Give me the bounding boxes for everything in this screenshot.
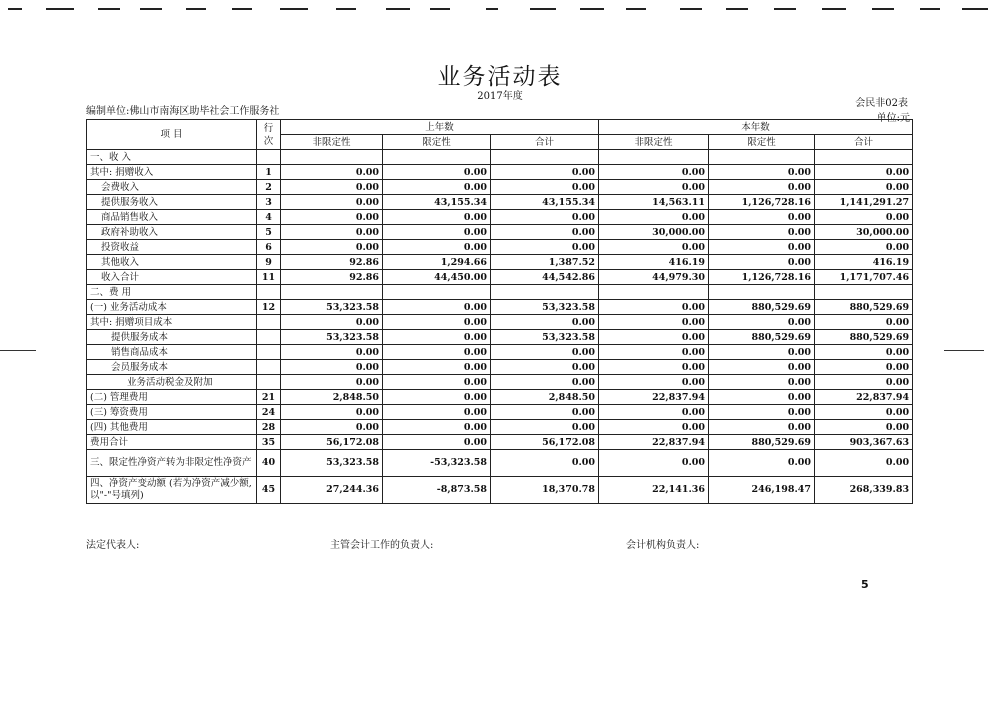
value-cell: 22,837.94 — [599, 435, 709, 450]
value-cell: 0.00 — [383, 330, 491, 345]
value-cell: 22,837.94 — [815, 390, 913, 405]
value-cell: 0.00 — [709, 450, 815, 477]
row-label: 其他收入 — [87, 255, 257, 270]
value-cell: 0.00 — [815, 180, 913, 195]
value-cell: 0.00 — [281, 210, 383, 225]
row-label: 商品销售收入 — [87, 210, 257, 225]
value-cell: 0.00 — [281, 345, 383, 360]
header-curr-total: 合计 — [815, 135, 913, 150]
value-cell: 0.00 — [709, 180, 815, 195]
value-cell: 22,837.94 — [599, 390, 709, 405]
value-cell: 0.00 — [709, 225, 815, 240]
value-cell: 0.00 — [599, 450, 709, 477]
header-curr-year: 本年数 — [599, 120, 913, 135]
value-cell: 0.00 — [281, 405, 383, 420]
value-cell: 0.00 — [383, 225, 491, 240]
row-label: (四) 其他费用 — [87, 420, 257, 435]
value-cell: 0.00 — [281, 225, 383, 240]
value-cell — [709, 150, 815, 165]
value-cell: 0.00 — [491, 375, 599, 390]
accounting-dept-label: 会计机构负责人: — [626, 540, 700, 551]
value-cell: 880,529.69 — [709, 435, 815, 450]
value-cell: 0.00 — [491, 240, 599, 255]
value-cell: 18,370.78 — [491, 477, 599, 504]
header-row-no: 行次 — [257, 120, 281, 150]
row-number: 45 — [257, 477, 281, 504]
table-row — [87, 435, 913, 450]
value-cell: 0.00 — [383, 420, 491, 435]
header-item: 项 目 — [87, 120, 257, 150]
table-row — [87, 450, 913, 477]
value-cell: 0.00 — [815, 450, 913, 477]
value-cell: 0.00 — [383, 360, 491, 375]
row-number: 1 — [257, 165, 281, 180]
value-cell: 416.19 — [599, 255, 709, 270]
row-number: 24 — [257, 405, 281, 420]
row-number — [257, 345, 281, 360]
value-cell: 0.00 — [491, 405, 599, 420]
value-cell: 0.00 — [815, 210, 913, 225]
value-cell: 0.00 — [491, 450, 599, 477]
header-prev-restricted: 限定性 — [383, 135, 491, 150]
value-cell: 53,323.58 — [281, 450, 383, 477]
value-cell: 0.00 — [383, 315, 491, 330]
row-number — [257, 315, 281, 330]
table-row — [87, 150, 913, 165]
value-cell: 0.00 — [491, 360, 599, 375]
scan-mark-right — [944, 350, 984, 351]
value-cell: 0.00 — [491, 420, 599, 435]
value-cell: 0.00 — [815, 420, 913, 435]
value-cell: 0.00 — [599, 360, 709, 375]
value-cell: 1,171,707.46 — [815, 270, 913, 285]
value-cell: 0.00 — [383, 435, 491, 450]
value-cell — [815, 285, 913, 300]
value-cell: 0.00 — [599, 300, 709, 315]
value-cell: 44,450.00 — [383, 270, 491, 285]
value-cell: 0.00 — [599, 210, 709, 225]
value-cell: 0.00 — [491, 165, 599, 180]
row-number: 4 — [257, 210, 281, 225]
value-cell: 0.00 — [599, 180, 709, 195]
row-label: 会员服务成本 — [87, 360, 257, 375]
value-cell: 22,141.36 — [599, 477, 709, 504]
value-cell: 880,529.69 — [815, 300, 913, 315]
value-cell: 0.00 — [709, 345, 815, 360]
value-cell: 0.00 — [709, 255, 815, 270]
row-label: 二、费 用 — [87, 285, 257, 300]
row-label: 提供服务成本 — [87, 330, 257, 345]
row-number: 28 — [257, 420, 281, 435]
row-number — [257, 330, 281, 345]
row-number — [257, 285, 281, 300]
value-cell: 0.00 — [599, 345, 709, 360]
row-label: 其中: 捐赠收入 — [87, 165, 257, 180]
table-row — [87, 300, 913, 315]
value-cell — [491, 285, 599, 300]
table-row — [87, 390, 913, 405]
row-label: 政府补助收入 — [87, 225, 257, 240]
value-cell: 0.00 — [281, 180, 383, 195]
table-row — [87, 165, 913, 180]
value-cell: 1,126,728.16 — [709, 195, 815, 210]
table-row — [87, 270, 913, 285]
table-row — [87, 210, 913, 225]
value-cell: 246,198.47 — [709, 477, 815, 504]
value-cell: 0.00 — [709, 360, 815, 375]
value-cell: 0.00 — [815, 240, 913, 255]
value-cell: 903,367.63 — [815, 435, 913, 450]
value-cell — [491, 150, 599, 165]
value-cell: 416.19 — [815, 255, 913, 270]
value-cell: 0.00 — [281, 315, 383, 330]
table-row — [87, 285, 913, 300]
value-cell: 0.00 — [815, 405, 913, 420]
value-cell: 1,126,728.16 — [709, 270, 815, 285]
value-cell: 44,542.86 — [491, 270, 599, 285]
value-cell: 27,244.36 — [281, 477, 383, 504]
report-title: 业务活动表 — [437, 64, 563, 90]
value-cell: 0.00 — [281, 240, 383, 255]
value-cell: 0.00 — [383, 390, 491, 405]
value-cell: 53,323.58 — [491, 300, 599, 315]
value-cell: -8,873.58 — [383, 477, 491, 504]
value-cell: 0.00 — [709, 210, 815, 225]
row-number: 35 — [257, 435, 281, 450]
value-cell: 0.00 — [383, 405, 491, 420]
row-number: 12 — [257, 300, 281, 315]
row-label: 收入合计 — [87, 270, 257, 285]
row-number: 6 — [257, 240, 281, 255]
value-cell: 0.00 — [383, 165, 491, 180]
value-cell: 30,000.00 — [599, 225, 709, 240]
row-label: 提供服务收入 — [87, 195, 257, 210]
table-row — [87, 345, 913, 360]
value-cell: 44,979.30 — [599, 270, 709, 285]
value-cell: 0.00 — [491, 315, 599, 330]
value-cell: 880,529.69 — [709, 300, 815, 315]
table-row — [87, 315, 913, 330]
organization-name: 编制单位:佛山市南海区助毕社会工作服务社 — [86, 106, 280, 117]
value-cell: 0.00 — [281, 360, 383, 375]
table-row — [87, 225, 913, 240]
value-cell — [599, 285, 709, 300]
table-row — [87, 405, 913, 420]
table-row — [87, 240, 913, 255]
row-number: 9 — [257, 255, 281, 270]
page-number: 5 — [861, 578, 869, 591]
value-cell: 0.00 — [815, 165, 913, 180]
value-cell — [815, 150, 913, 165]
row-label: 一、收 入 — [87, 150, 257, 165]
form-number: 会民非02表 — [855, 98, 908, 109]
value-cell: 0.00 — [383, 300, 491, 315]
value-cell: 1,387.52 — [491, 255, 599, 270]
value-cell: 0.00 — [599, 420, 709, 435]
value-cell: 0.00 — [709, 240, 815, 255]
row-label: 其中: 捐赠项目成本 — [87, 315, 257, 330]
table-row — [87, 255, 913, 270]
legal-representative-label: 法定代表人: — [86, 540, 140, 551]
value-cell: 53,323.58 — [491, 330, 599, 345]
row-label: 费用合计 — [87, 435, 257, 450]
table-row — [87, 180, 913, 195]
value-cell: 1,141,291.27 — [815, 195, 913, 210]
value-cell: 0.00 — [709, 165, 815, 180]
row-number: 5 — [257, 225, 281, 240]
value-cell: 0.00 — [491, 225, 599, 240]
value-cell: 0.00 — [815, 360, 913, 375]
value-cell: 56,172.08 — [281, 435, 383, 450]
value-cell — [281, 285, 383, 300]
report-year: 2017年度 — [477, 91, 523, 102]
row-label: (三) 筹资费用 — [87, 405, 257, 420]
value-cell: 880,529.69 — [815, 330, 913, 345]
value-cell: 0.00 — [599, 330, 709, 345]
value-cell: 0.00 — [709, 405, 815, 420]
scan-artifact-strip — [0, 0, 1000, 22]
value-cell: 0.00 — [599, 375, 709, 390]
value-cell — [383, 285, 491, 300]
value-cell: 0.00 — [281, 165, 383, 180]
value-cell: 0.00 — [383, 375, 491, 390]
value-cell: 0.00 — [383, 345, 491, 360]
row-number — [257, 375, 281, 390]
row-number — [257, 360, 281, 375]
value-cell: 0.00 — [491, 180, 599, 195]
row-number — [257, 150, 281, 165]
header-curr-unrestricted: 非限定性 — [599, 135, 709, 150]
activity-statement-table — [86, 119, 913, 504]
header-prev-unrestricted: 非限定性 — [281, 135, 383, 150]
table-row — [87, 195, 913, 210]
row-label: 四、净资产变动额 (若为净资产减少额, 以"-"号填列) — [87, 477, 257, 504]
value-cell — [599, 150, 709, 165]
value-cell: 43,155.34 — [383, 195, 491, 210]
value-cell: 56,172.08 — [491, 435, 599, 450]
value-cell: 0.00 — [709, 315, 815, 330]
value-cell: 0.00 — [599, 165, 709, 180]
currency-unit: 单位:元 — [876, 113, 910, 124]
value-cell: 0.00 — [599, 240, 709, 255]
value-cell: 0.00 — [491, 345, 599, 360]
value-cell: 0.00 — [815, 315, 913, 330]
value-cell: 43,155.34 — [491, 195, 599, 210]
value-cell: 268,339.83 — [815, 477, 913, 504]
table-row — [87, 420, 913, 435]
table-row — [87, 375, 913, 390]
row-label: 投资收益 — [87, 240, 257, 255]
value-cell: 53,323.58 — [281, 330, 383, 345]
row-label: (二) 管理费用 — [87, 390, 257, 405]
value-cell: 0.00 — [815, 345, 913, 360]
value-cell: 53,323.58 — [281, 300, 383, 315]
value-cell: 14,563.11 — [599, 195, 709, 210]
value-cell: 2,848.50 — [281, 390, 383, 405]
scan-mark-left — [0, 350, 36, 351]
value-cell: 0.00 — [815, 375, 913, 390]
row-number: 2 — [257, 180, 281, 195]
value-cell — [709, 285, 815, 300]
value-cell: 1,294.66 — [383, 255, 491, 270]
value-cell: 0.00 — [383, 240, 491, 255]
row-label: 销售商品成本 — [87, 345, 257, 360]
table-row — [87, 360, 913, 375]
value-cell: 92.86 — [281, 255, 383, 270]
value-cell: -53,323.58 — [383, 450, 491, 477]
row-label: (一) 业务活动成本 — [87, 300, 257, 315]
row-number: 3 — [257, 195, 281, 210]
row-label: 会费收入 — [87, 180, 257, 195]
header-prev-year: 上年数 — [281, 120, 599, 135]
value-cell: 0.00 — [281, 420, 383, 435]
header-prev-total: 合计 — [491, 135, 599, 150]
value-cell: 0.00 — [709, 390, 815, 405]
value-cell: 0.00 — [281, 375, 383, 390]
value-cell: 30,000.00 — [815, 225, 913, 240]
accounting-head-label: 主管会计工作的负责人: — [330, 540, 434, 551]
value-cell — [281, 150, 383, 165]
table-row — [87, 330, 913, 345]
value-cell: 880,529.69 — [709, 330, 815, 345]
header-curr-restricted: 限定性 — [709, 135, 815, 150]
value-cell: 0.00 — [599, 405, 709, 420]
row-label: 三、限定性净资产转为非限定性净资产 — [87, 450, 257, 477]
value-cell: 0.00 — [383, 210, 491, 225]
value-cell: 0.00 — [599, 315, 709, 330]
row-label: 业务活动税金及附加 — [87, 375, 257, 390]
value-cell: 0.00 — [281, 195, 383, 210]
row-number: 21 — [257, 390, 281, 405]
value-cell: 0.00 — [383, 180, 491, 195]
value-cell — [383, 150, 491, 165]
row-number: 11 — [257, 270, 281, 285]
row-number: 40 — [257, 450, 281, 477]
value-cell: 0.00 — [709, 420, 815, 435]
value-cell: 2,848.50 — [491, 390, 599, 405]
table-row — [87, 477, 913, 504]
value-cell: 0.00 — [709, 375, 815, 390]
value-cell: 92.86 — [281, 270, 383, 285]
value-cell: 0.00 — [491, 210, 599, 225]
